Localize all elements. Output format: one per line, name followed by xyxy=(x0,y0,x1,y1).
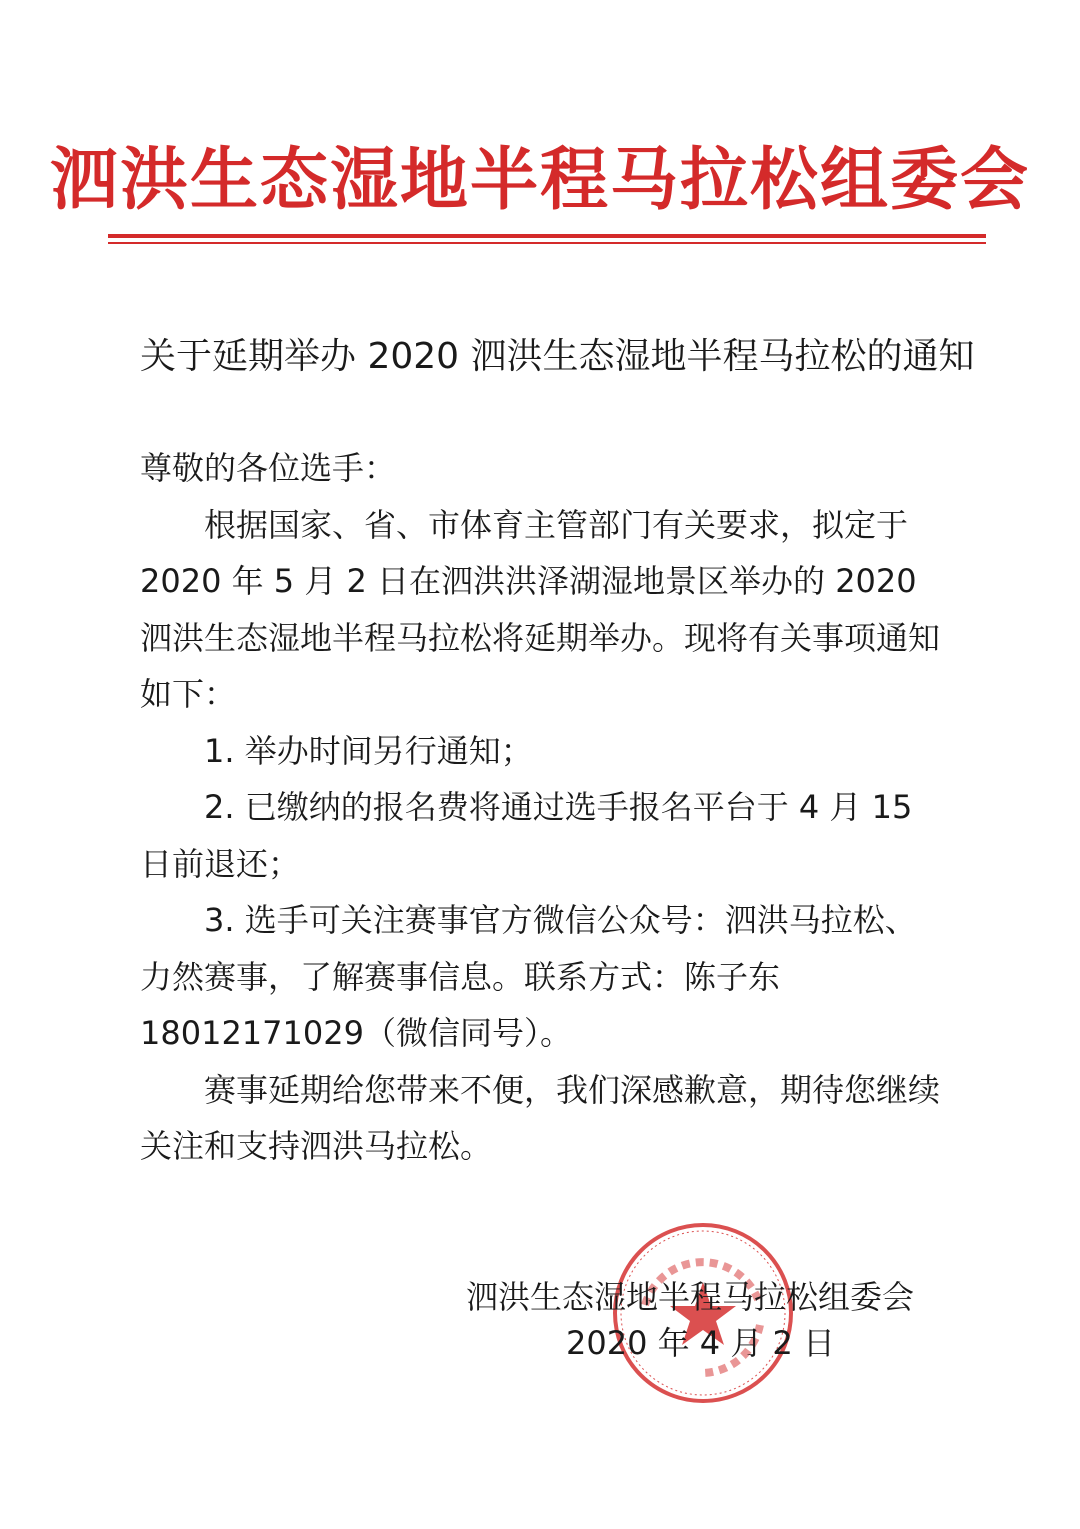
list-item: 2. 已缴纳的报名费将通过选手报名平台于 4 月 15 日前退还； xyxy=(140,788,913,883)
signature-organization: 泗洪生态湿地半程马拉松组委会 xyxy=(466,1278,915,1316)
salutation: 尊敬的各位选手： xyxy=(140,449,397,487)
signature-date: 2020 年 4 月 2 日 xyxy=(566,1324,836,1362)
header-rule-thin xyxy=(108,242,986,244)
document-header-title: 泗洪生态湿地半程马拉松组委会 xyxy=(49,140,1030,220)
document-body xyxy=(140,440,940,1175)
header-rule-thick xyxy=(108,234,986,238)
paragraph-intro: 根据国家、省、市体育主管部门有关要求，拟定于 2020 年 5 月 2 日在泗洪洪泽湖湿地景区举办的 2020 泗洪生态湿地半程马拉松将延期举办。现将有关事项通知如下： xyxy=(140,505,941,713)
list-item: 3. 选手可关注赛事官方微信公众号：泗洪马拉松、力然赛事，了解赛事信息。联系方式：陈子东 18012171029（微信同号）。 xyxy=(140,901,917,1052)
paragraph-closing: 赛事延期给您带来不便，我们深感歉意，期待您继续关注和支持泗洪马拉松。 xyxy=(140,1070,941,1165)
list-item: 1. 举办时间另行通知； xyxy=(204,731,533,770)
notice-title: 关于延期举办 2020 泗洪生态湿地半程马拉松的通知 xyxy=(140,336,975,377)
